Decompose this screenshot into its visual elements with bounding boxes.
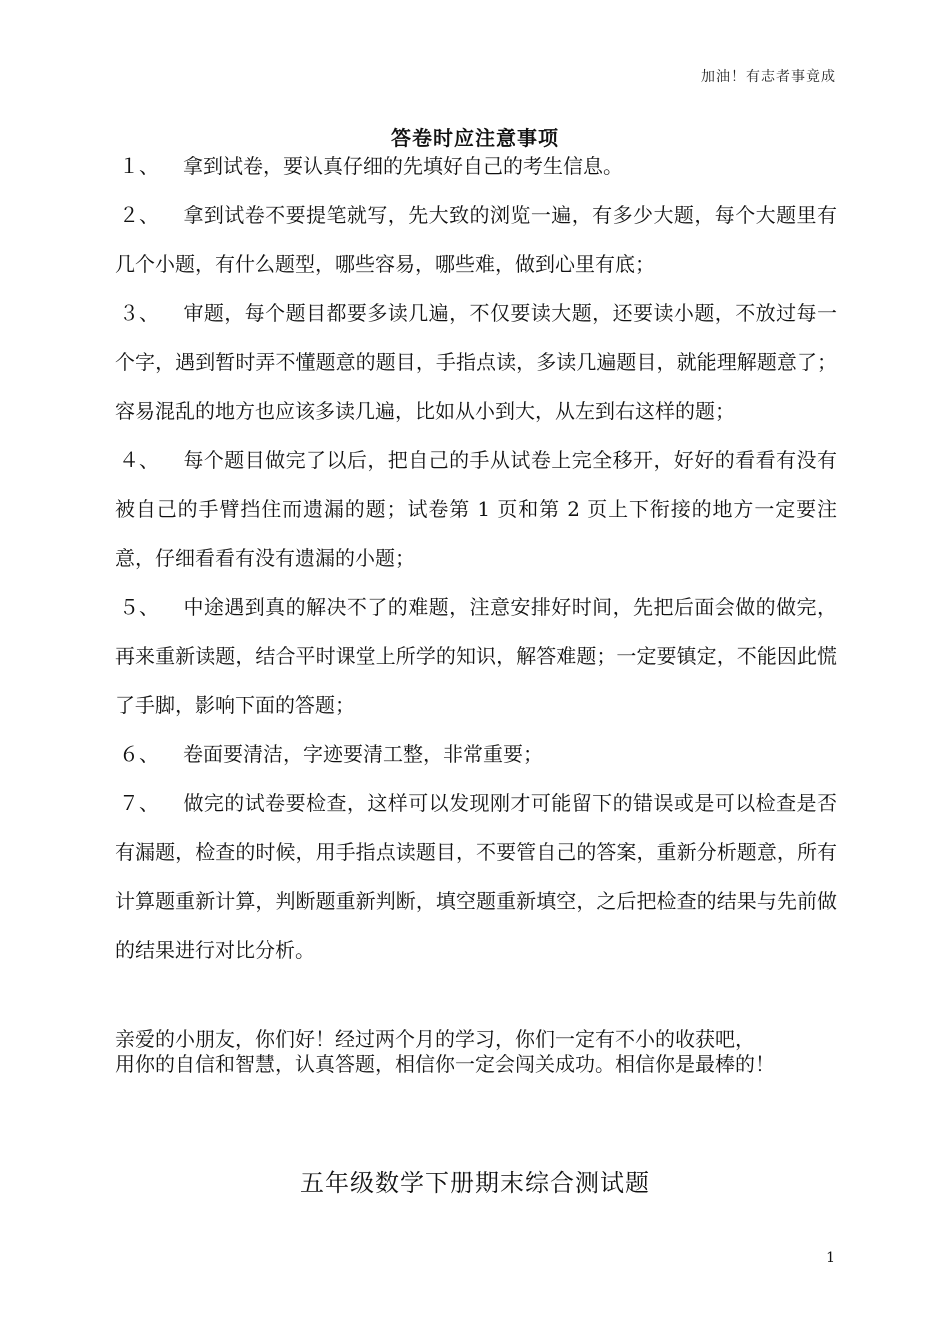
notice-item [115, 142, 837, 191]
notice-item [115, 779, 837, 975]
encouragement-message [115, 1027, 845, 1077]
item-text: 拿到试卷不要提笔就写，先大致的浏览一遍，有多少大题，每个大题里有几个小题，有什么题型，哪些容易，哪些难，做到心里有底； [115, 203, 837, 276]
item-number: ７、 [119, 791, 159, 815]
item-number: ２、 [119, 203, 159, 227]
item-text: 每个题目做完了以后，把自己的手从试卷上完全移开，好好的看看有没有被自己的手臂挡住而遗漏的题；试卷第 1 页和第 2 页上下衔接的地方一定要注意，仔细看看有没有遗漏的小题； [115, 448, 837, 570]
header-motto: 加油！有志者事竟成 [701, 69, 836, 85]
notice-item [115, 289, 837, 436]
item-number: ５、 [119, 595, 159, 619]
item-text: 做完的试卷要检查，这样可以发现刚才可能留下的错误或是可以检查是否有漏题，检查的时候，用手指点读题目，不要管自己的答案，重新分析题意，所有计算题重新计算，判断题重新判断，填空题重新填空，之后把检查的结果与先前做的结果进行对比分析。 [115, 791, 837, 962]
notice-item [115, 436, 837, 583]
item-number: ３、 [119, 301, 159, 325]
item-text: 卷面要清洁，字迹要清工整，非常重要； [183, 742, 543, 766]
notice-list [115, 142, 837, 975]
notice-item [115, 583, 837, 730]
notice-item [115, 191, 837, 289]
encouragement-line: 亲爱的小朋友，你们好！经过两个月的学习，你们一定有不小的收获吧， [115, 1027, 755, 1051]
encouragement-line: 用你的自信和智慧，认真答题，相信你一定会闯关成功。相信你是最棒的！ [115, 1052, 775, 1076]
exam-title: 五年级数学下册期末综合测试题 [300, 1169, 650, 1197]
page-number: 1 [826, 1250, 835, 1266]
item-number: ６、 [119, 742, 159, 766]
item-text: 中途遇到真的解决不了的难题，注意安排好时间，先把后面会做的做完，再来重新读题，结合平时课堂上所学的知识，解答难题；一定要镇定，不能因此慌了手脚，影响下面的答题； [115, 595, 837, 717]
notice-item [115, 730, 837, 779]
item-number: ４、 [119, 448, 159, 472]
notice-title: 答卷时应注意事项 [391, 126, 559, 150]
item-text: 拿到试卷，要认真仔细的先填好自己的考生信息。 [183, 154, 623, 178]
item-number: １、 [119, 154, 159, 178]
item-text: 审题，每个题目都要多读几遍，不仅要读大题，还要读小题，不放过每一个字，遇到暂时弄不懂题意的题目，手指点读，多读几遍题目，就能理解题意了；容易混乱的地方也应该多读几遍，比如从小到大，从左到右这样的题； [115, 301, 837, 423]
